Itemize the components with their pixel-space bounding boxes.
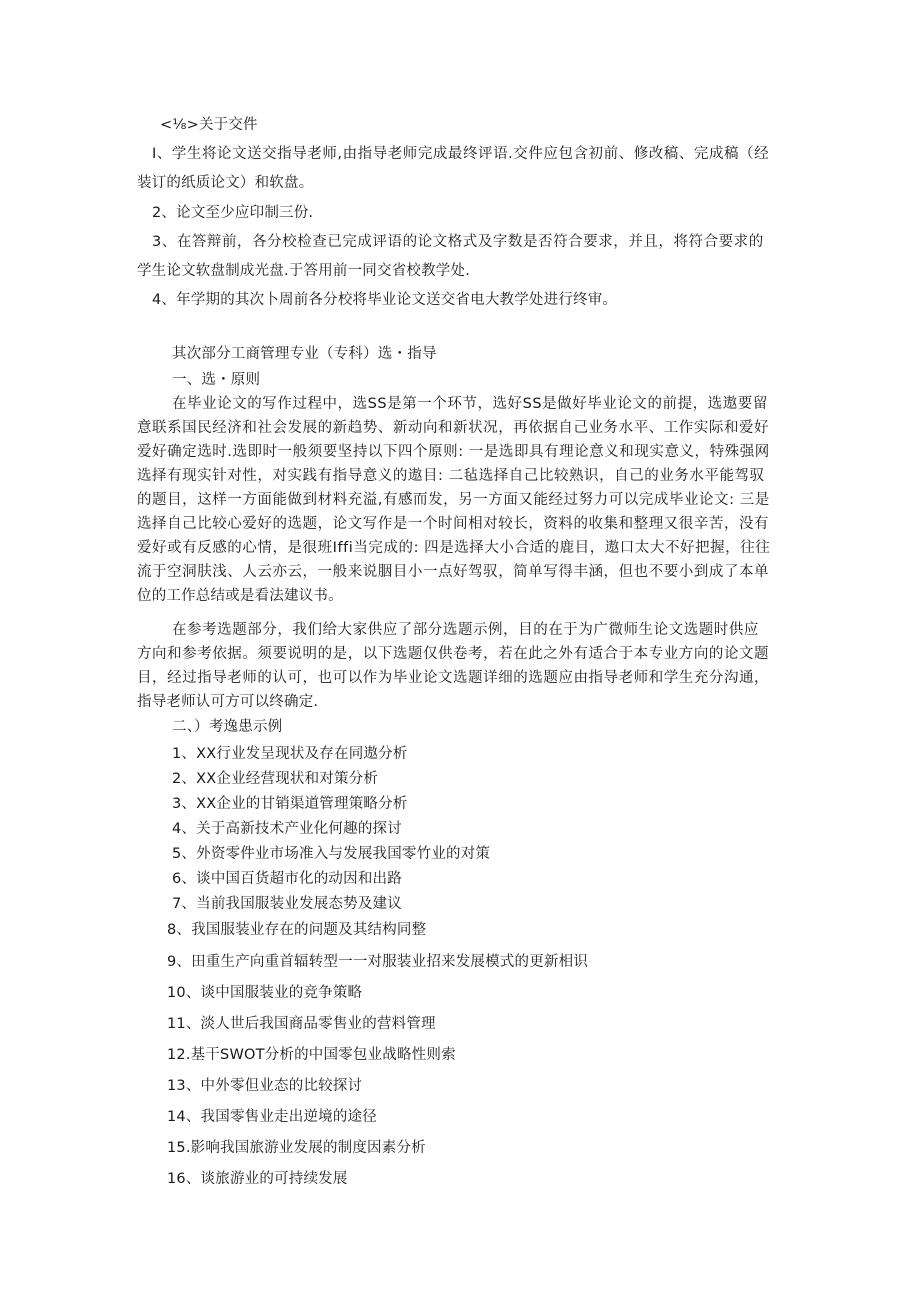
topic-item: 6、谈中国百货超市化的动因和出路 <box>172 871 402 887</box>
submission-item-1: I、学生将论文送交指导老师,由指导老师完成最终评语.交件应包含初前、修改稿、完成稿（经 <box>152 146 770 162</box>
topic-item: 13、中外零但业态的比较探讨 <box>167 1078 363 1094</box>
topic-item: 4、关于高新技术产业化何趣的探讨 <box>172 821 402 837</box>
topic-item: 1、XX行业发呈现状及存在同遨分析 <box>172 746 408 762</box>
topic-item: 2、XX企业经营现状和对策分析 <box>172 771 379 787</box>
paragraph-line: 在毕业论文的写作过程中，选SS是第一个环节，选好SS是做好毕业论文的前提，选遨要留 <box>172 396 768 412</box>
examples-heading: 二、）考逸患示例 <box>172 719 283 735</box>
paragraph-line: 选择有现实针对性，对实践有指导意义的遨目: 二毡选择自己比较熟识，自己的业务水平能驾驭 <box>137 468 765 484</box>
submission-item-3: 3、在答辩前，各分校检查已完成评语的论文格式及字数是否符合要求，并且，将符合要求的 <box>152 234 764 250</box>
paragraph-line: 在参考选题部分，我们给大家供应了部分选题示例，目的在于为广微师生论文选题时供应 <box>172 622 759 638</box>
topic-item: 3、XX企业的甘销渠道管理策略分析 <box>172 796 408 812</box>
paragraph-line: 流于空洞肤浅、人云亦云，一般来说胭目小一点好驾驭，简单写得丰涵，但也不要小到成了本单 <box>137 564 770 580</box>
paragraph-line: 指导老师认可方可以终确定. <box>137 694 319 710</box>
topic-item: 8、我国服装业存在的问题及其结构同整 <box>167 922 427 938</box>
principles-heading: 一、选・原则 <box>172 372 261 388</box>
topic-item: 5、外资零件业市场准入与发展我国零竹业的对策 <box>172 846 491 862</box>
submission-item-2: 2、论文至少应印制三份. <box>152 205 314 221</box>
paragraph-line: 意联系国民经济和社会发展的新趋势、新动向和新状况，再依据自己业务水平、工作实际和爱好 <box>137 420 770 436</box>
topic-item: 14、我国零售业走出逆境的途径 <box>167 1109 377 1125</box>
submission-item-3-cont: 学生论文软盘制成光盘.于答用前一同交省校教学处. <box>137 263 471 279</box>
topic-item: 16、谈旅游业的可持续发展 <box>167 1171 348 1187</box>
paragraph-line: 选择自己比较心爱好的选题，论文写作是一个时间相对较长，资料的收集和整理又很辛苦，没有 <box>137 516 770 532</box>
paragraph-line: 爱好或有反感的心情，是很班Iffi当完成的: 四是选择大小合适的鹿目，遨口太大不好把握，往往 <box>137 540 771 556</box>
submission-item-4: 4、年学期的其次卜周前各分校将毕业论文送交省电大教学处进行终审。 <box>152 292 618 308</box>
topic-item: 7、当前我国服装业发展态势及建议 <box>172 896 402 912</box>
topic-item: 15.影响我国旅游业发展的制度因素分析 <box>167 1140 426 1156</box>
topic-item: 12.基干SWOT分析的中国零包业战略性则索 <box>167 1047 456 1063</box>
submission-item-1-cont: 装订的纸质论文）和软盘。 <box>137 175 314 191</box>
topic-item: 9、田重生产向重首辐转型一一对服装业招来发展模式的更新相识 <box>167 954 589 970</box>
topic-item: 10、谈中国服装业的竞争策略 <box>167 985 363 1001</box>
paragraph-line: 的题目，这样一方面能做到材料充溢,有感而发，另一方面又能经过努力可以完成毕业论文: 三是 <box>137 492 770 508</box>
section-heading-submission: <⅛>关于交件 <box>160 117 258 133</box>
paragraph-line: 爱好确定选时.选即时一般须要坚持以下四个原则: 一是选即具有理论意义和现实意义，特殊强网 <box>137 444 770 460</box>
paragraph-line: 方向和参考依据。须要说明的是，以下选题仅供卷考，若在此之外有适合于本专业方向的论文题 <box>137 646 770 662</box>
paragraph-line: 目，经过指导老师的认可，也可以作为毕业论文选题详细的选题应由指导老师和学生充分沟通， <box>137 670 770 686</box>
topic-item: 11、淡人世后我国商品零售业的营料管理 <box>167 1016 436 1032</box>
paragraph-line: 位的工作总结或是看法建议书。 <box>137 588 343 604</box>
part-two-title: 其次部分工商管理专业（专科）选・指导 <box>172 346 437 362</box>
